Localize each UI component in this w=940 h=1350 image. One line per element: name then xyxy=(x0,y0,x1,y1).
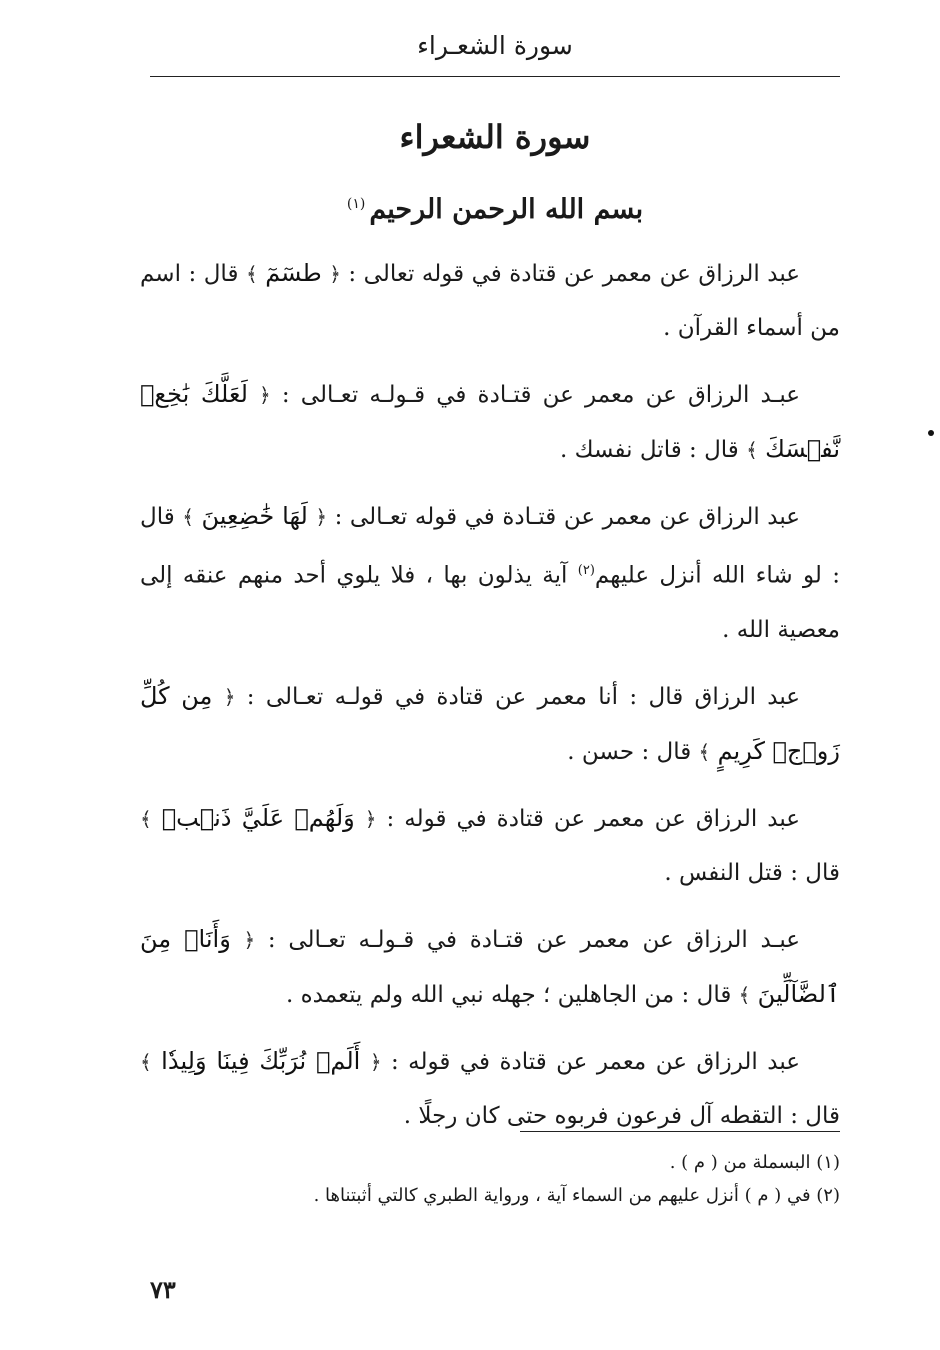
verse-open-ornament: ﴿ xyxy=(259,383,271,407)
footnote-1: (١) البسملة من ( م ) . xyxy=(669,1152,840,1173)
entry-isnad: عبـد الرزاق عن معمر عن قتـادة في قـولـه تعـالى : xyxy=(267,926,800,953)
footnote-ref-1[interactable]: (١) xyxy=(346,196,366,212)
page-number: ٧٣ xyxy=(150,1275,176,1304)
quran-verse: لَعَلَّكَ بَٰخِعٞ نَّفۡسَكَ xyxy=(140,380,840,463)
verse-close-ornament: ﴾ xyxy=(738,982,751,1007)
entry-isnad: عبـد الرزاق عن معمر عن قتـادة في قـولـه تعـالى : xyxy=(281,382,801,408)
entry-commentary: قال : من الجاهلين ؛ جهله نبي الله ولم يتعمده . xyxy=(285,981,732,1008)
entry-commentary: قال : حسن . xyxy=(567,738,692,765)
entry-4 xyxy=(140,669,840,779)
entry-isnad: عبد الرزاق عن معمر عن قتـادة في قوله تعـالى : xyxy=(334,504,801,530)
footnotes xyxy=(150,1146,840,1212)
verse-open-ornament: ﴿ xyxy=(364,806,377,831)
entry-isnad: عبد الرزاق عن معمر عن قتادة في قوله تعالى : xyxy=(348,261,801,287)
verse-open-ornament: ﴿ xyxy=(223,684,236,709)
header-rule xyxy=(150,76,840,77)
verse-open-ornament: ﴿ xyxy=(243,927,256,952)
entry-1 xyxy=(140,246,840,355)
verse-open-ornament: ﴿ xyxy=(329,262,341,286)
verse-open-ornament: ﴿ xyxy=(315,505,328,529)
margin-dot xyxy=(928,430,934,436)
footnote-rule xyxy=(520,1131,840,1132)
entry-commentary: قال : قاتل نفسك . xyxy=(560,437,739,463)
entries-list xyxy=(140,246,840,1155)
quran-verse: مِن كُلِّ زَوۡجٖ كَرِيمٍ xyxy=(140,681,840,765)
entry-2 xyxy=(140,367,840,477)
basmala-text: بسم الله الرحمن الرحيم xyxy=(369,194,644,225)
verse-close-ornament: ﴾ xyxy=(698,739,711,764)
verse-close-ornament: ﴾ xyxy=(140,806,152,831)
entry-commentary: قال : اسم من أسماء القرآن . xyxy=(140,261,840,341)
entry-commentary: قال : التقطه آل فرعون فربوه حتى كان رجلًا . xyxy=(403,1102,840,1129)
entry-7 xyxy=(140,1034,840,1143)
entry-6 xyxy=(140,912,840,1022)
entry-5 xyxy=(140,791,840,900)
verse-close-ornament: ﴾ xyxy=(140,1049,152,1074)
footnote-2: (٢) في ( م ) أنزل عليهم من السماء آية ، ورواية الطبري كالتي أثبتناها . xyxy=(313,1185,840,1206)
entry-isnad: عبد الرزاق قال : أنا معمر عن قتادة في قولـه تعـالى : xyxy=(246,683,801,710)
verse-close-ornament: ﴾ xyxy=(182,505,194,529)
entry-isnad: عبد الرزاق عن معمر عن قتادة في قوله : xyxy=(386,805,801,832)
entry-isnad: عبد الرزاق عن معمر عن قتادة في قوله : xyxy=(390,1048,801,1075)
quran-verse: طسٓمٓ xyxy=(265,259,322,287)
entry-commentary: قال : قتل النفس . xyxy=(664,859,840,886)
verse-close-ornament: ﴾ xyxy=(746,438,758,462)
quran-verse: وَلَهُمۡ عَلَيَّ ذَنۢبٞ xyxy=(161,803,355,832)
quran-verse: أَلَمۡ نُرَبِّكَ فِينَا وَلِيدٗا xyxy=(161,1046,361,1075)
entry-commentary-start: قال : لو شاء الله أنزل عليهم xyxy=(140,504,841,589)
basmala xyxy=(150,182,840,232)
entry-3 xyxy=(140,489,840,657)
verse-open-ornament: ﴿ xyxy=(369,1049,382,1074)
running-header: سورة الشعـراء xyxy=(417,31,573,60)
verse-close-ornament: ﴾ xyxy=(245,262,258,286)
footnote-ref-2[interactable]: (٢) xyxy=(577,563,595,578)
quran-verse: لَهَا خَٰضِعِينَ xyxy=(201,502,308,530)
entry-commentary: آية يذلون بها ، فلا يلوي أحد منهم عنقه إلى معصية الله . xyxy=(140,562,840,643)
surah-title: سورة الشعراء xyxy=(399,118,591,156)
quran-verse: وَأَنَا۠ مِنَ ٱلضَّآلِّينَ xyxy=(140,924,840,1008)
